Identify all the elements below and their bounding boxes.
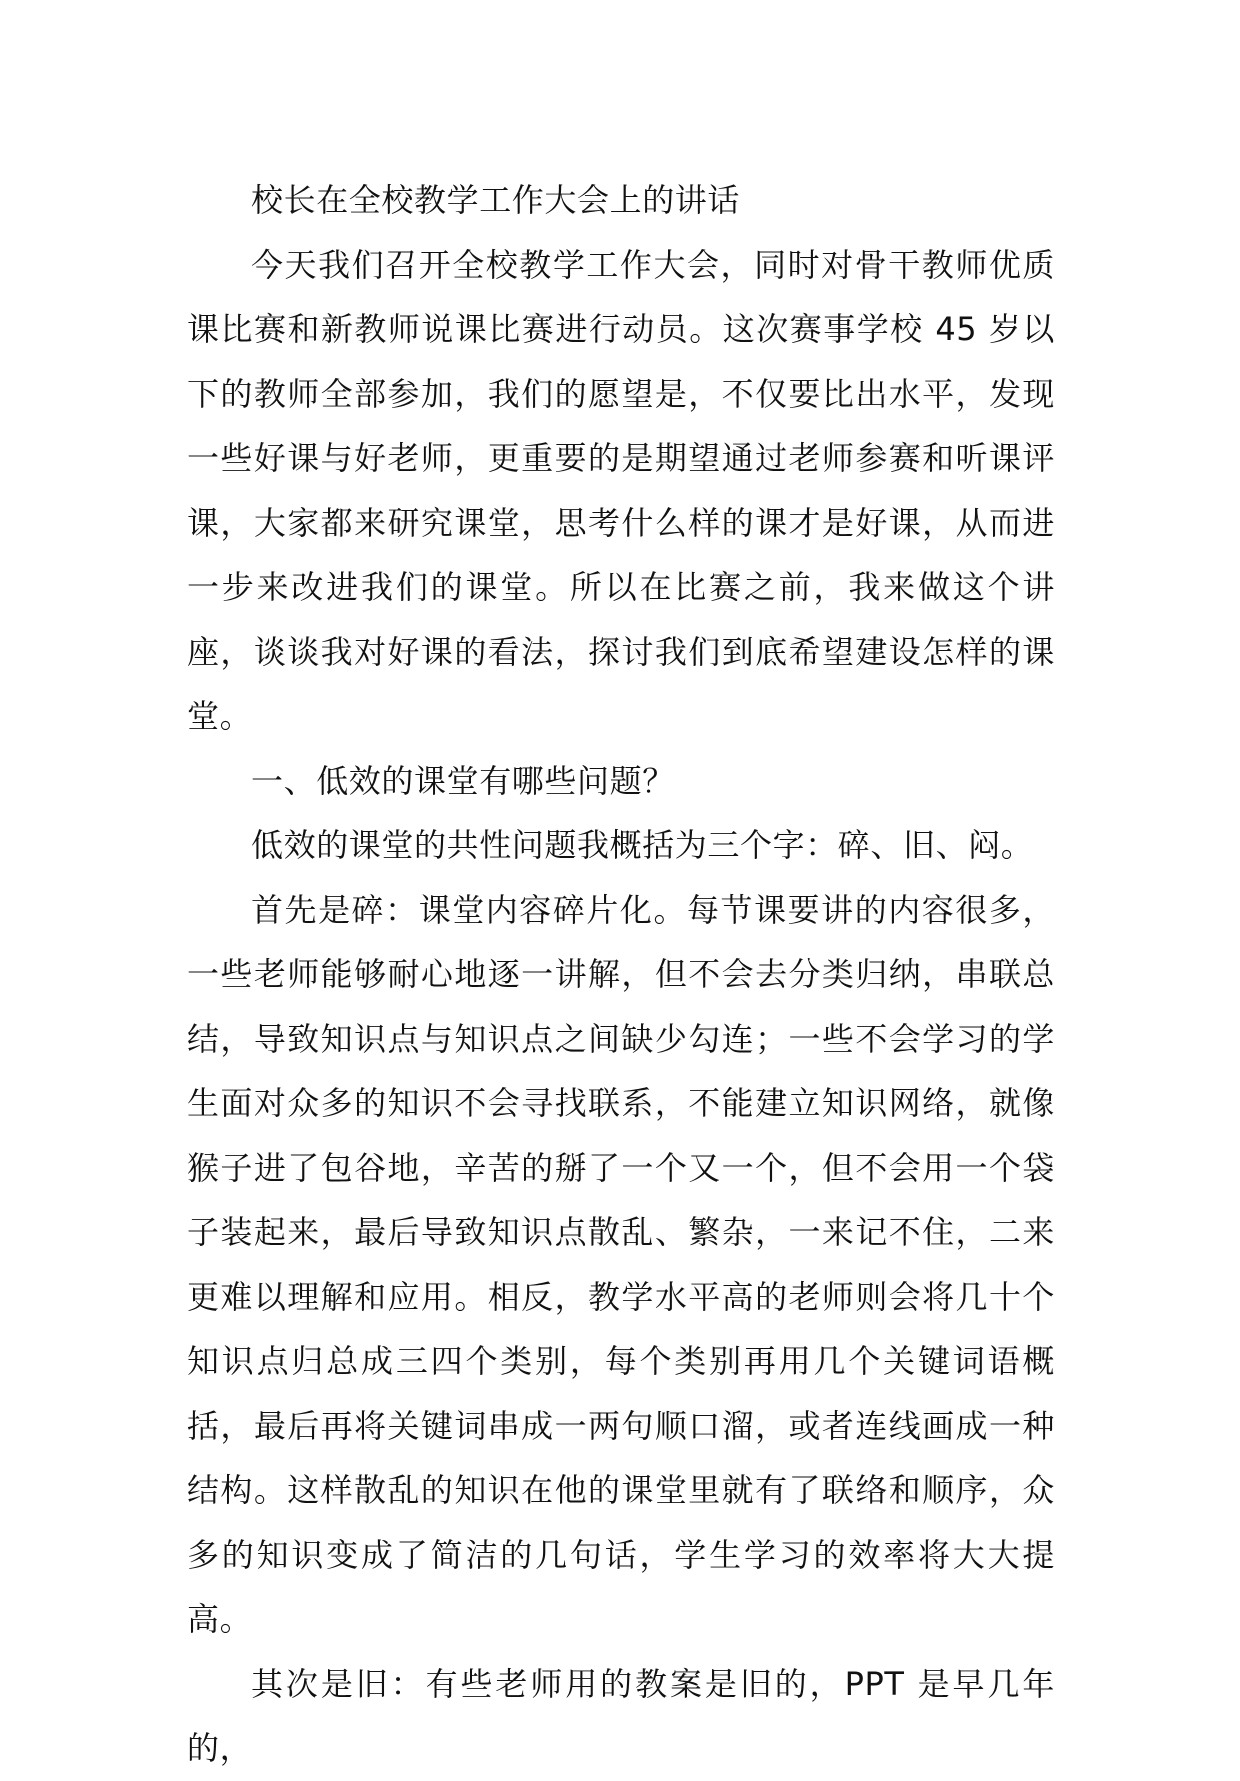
paragraph-outdated: 其次是旧：有些老师用的教案是旧的，PPT 是早几年的， xyxy=(187,1664,1055,1767)
paragraph-introduction: 今天我们召开全校教学工作大会，同时对骨干教师优质课比赛和新教师说课比赛进行动员。这次赛事学校 45 岁以下的教师全部参加，我们的愿望是，不仅要比出水平，发现一些好课与好老师，更重要的是期望通过老师参赛和听课评课，大家都来研究课堂，思考什么样的课才是好课，从而进一步来改进我们的课堂。所以在比赛之前，我来做这个讲座，谈谈我对好课的看法，探讨我们到底希望建设怎样的课堂。 xyxy=(187,245,1055,735)
section-heading-1: 一、低效的课堂有哪些问题？ xyxy=(251,761,675,800)
document-body xyxy=(187,168,1055,1781)
paragraph-summary: 低效的课堂的共性问题我概括为三个字：碎、旧、闷。 xyxy=(251,826,1034,864)
speech-title: 校长在全校教学工作大会上的讲话 xyxy=(251,181,741,219)
paragraph-fragmented: 首先是碎：课堂内容碎片化。每节课要讲的内容很多，一些老师能够耐心地逐一讲解，但不会去分类归纳，串联总结，导致知识点与知识点之间缺少勾连；一些不会学习的学生面对众多的知识不会寻找联系，不能建立知识网络，就像猴子进了包谷地，辛苦的掰了一个又一个，但不会用一个袋子装起来，最后导致知识点散乱、繁杂，一来记不住，二来更难以理解和应用。相反，教学水平高的老师则会将几十个知识点归总成三四个类别，每个类别再用几个关键词语概括，最后再将关键词串成一两句顺口溜，或者连线画成一种结构。这样散乱的知识在他的课堂里就有了联络和顺序，众多的知识变成了简洁的几句话，学生学习的效率将大大提高。 xyxy=(187,890,1055,1638)
